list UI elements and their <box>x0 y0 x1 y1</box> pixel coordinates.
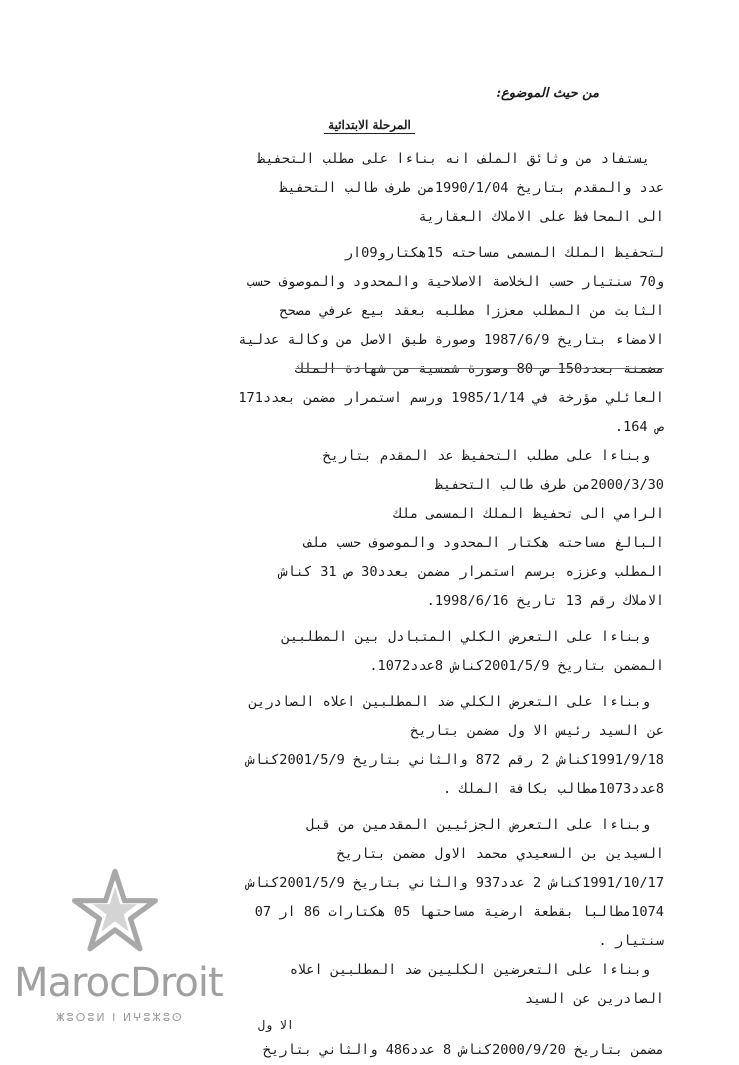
watermark-brand: MarocDroit <box>14 960 223 1006</box>
text-line: عن السيد رئيس الا ول مضمن بتاريخ <box>410 723 664 739</box>
text-line: الصادرين عن السيد <box>524 991 664 1007</box>
text-line: المضمن بتاريخ 2001/5/9كناش 8عدد1072. <box>369 658 664 674</box>
text-line: العائلي مؤرخة في 1985/1/14 ورسم استمرار مضمن بعدد171 <box>238 390 664 406</box>
text-line: الرامي الى تحفيظ الملك المسمى ملك <box>393 506 664 522</box>
watermark-logo <box>14 868 224 1028</box>
text-line: البالغ مساحته هكتار المحدود والموصوف حسب ملف <box>303 535 664 551</box>
text-line: وبناءا على التعرضين الكليين ضد المطلبين اعلاه <box>289 962 650 978</box>
text-line: و70 سنتيار حسب الخلاصة الاصلاحية والمحدود والموصوف حسب <box>246 274 664 290</box>
text-line: وبناءا على مطلب التحفيظ عد المقدم بتاريخ <box>322 448 650 464</box>
text-line: السيدين بن السعيدي محمد الاول مضمن بتاريخ <box>336 846 664 862</box>
text-line: الثابت من المطلب معززا مطلبه بعقد بيع عرفي مصحح <box>279 303 664 319</box>
text-line: مضمن بتاريخ 2000/9/20كناش 8 عدد486 والثاني بتاريخ <box>262 1042 664 1058</box>
star-icon <box>72 868 158 954</box>
text-line: 1991/10/17كناش 2 عدد937 والثاني بتاريخ 2001/5/9كناش <box>246 875 664 891</box>
text-line: المطلب وعززه برسم استمرار مضمن بعدد30 ص 31 كناش <box>279 564 664 580</box>
text-line: وبناءا على التعرض الجزئيين المقدمين من قبل <box>306 817 650 833</box>
text-line: وبناءا على التعرض الكلي المتبادل بين المطلبين <box>281 629 650 645</box>
text-line: عدد والمقدم بتاريخ 1990/1/04من طرف طالب التحفيظ <box>279 180 664 196</box>
section-heading: من حيث الموضوع: <box>496 86 599 101</box>
text-line: لتحفيظ الملك المسمى مساحته 15هكتارو09ار <box>344 245 664 261</box>
text-line: وبناءا على التعرض الكلي ضد المطلبين اعلاه الصادرين <box>248 694 650 710</box>
text-line: 1991/9/18كناش 2 رقم 872 والثاني بتاريخ 2001/5/9كناش <box>246 752 664 768</box>
text-line: ص 164. <box>614 419 664 435</box>
text-line: 2000/3/30من طرف طالب التحفيظ <box>434 477 664 493</box>
text-line: مضمنة بعدد150 ص 80 وصورة شمسية من شهادة الملك <box>295 361 664 377</box>
watermark-tagline: ⵥⵓⵔⵓⵍ ⵏ ⵍⵖⵓⵣⵓⵙ <box>56 1011 184 1024</box>
text-line: يستفاد من وثائق الملف انه بناءا على مطلب التحفيظ <box>257 151 650 167</box>
text-line: الاملاك رقم 13 تاريخ 1998/6/16. <box>426 593 664 609</box>
text-line: الامضاء بتاريخ 1987/6/9 وصورة طبق الاصل من وكالة عدلية <box>238 332 664 348</box>
stage-title <box>0 118 739 132</box>
text-line: سنتيار . <box>598 933 664 949</box>
text-line: 8عدد1073مطالب بكافة الملك . <box>443 781 664 797</box>
text-line: 1074مطالبا بقطعة ارضية مساحتها 05 هكتارات 86 ار 07 <box>254 904 664 920</box>
text-line: الى المحافظ على الاملاك العقارية <box>418 209 664 225</box>
text-line: الا ول <box>257 1018 294 1032</box>
stage-title-text: المرحلة الابتدائية <box>324 118 415 134</box>
